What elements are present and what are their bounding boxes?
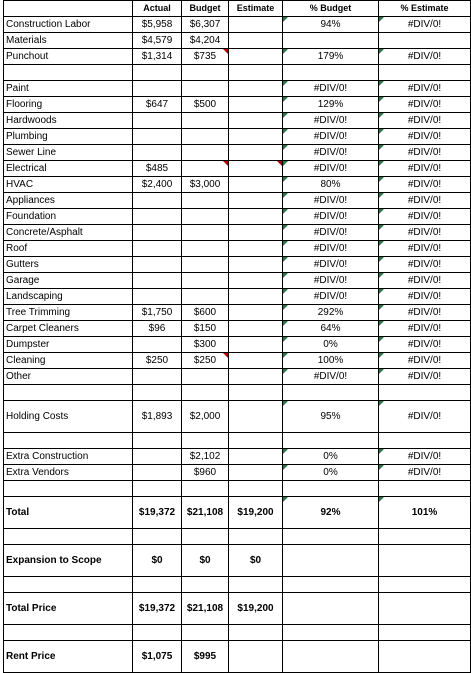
cell-label[interactable]: Hardwoods	[4, 113, 133, 129]
cell-pct-budget[interactable]: #DIV/0!	[283, 81, 379, 97]
cell-budget[interactable]: $600	[182, 305, 229, 321]
cell-actual[interactable]: $647	[133, 97, 182, 113]
blank-cell[interactable]	[133, 433, 182, 449]
cell-pct-budget[interactable]: #DIV/0!	[283, 241, 379, 257]
cell-label[interactable]: Holding Costs	[4, 401, 133, 433]
cell-pct-estimate[interactable]: #DIV/0!	[379, 225, 471, 241]
cell-estimate[interactable]	[229, 113, 283, 129]
cell-pct-budget[interactable]: #DIV/0!	[283, 225, 379, 241]
blank-cell[interactable]	[379, 481, 471, 497]
cell-label[interactable]: Paint	[4, 81, 133, 97]
cell-actual[interactable]	[133, 369, 182, 385]
cell-actual[interactable]: $485	[133, 161, 182, 177]
cell-pct-budget[interactable]: 64%	[283, 321, 379, 337]
cell-budget[interactable]: $500	[182, 97, 229, 113]
cell-pct-budget[interactable]: 92%	[283, 497, 379, 529]
table-row	[4, 113, 471, 129]
cell-budget[interactable]	[182, 161, 229, 177]
cell-pct-budget[interactable]: 0%	[283, 337, 379, 353]
blank-cell[interactable]	[133, 65, 182, 81]
blank-cell[interactable]	[379, 65, 471, 81]
cell-actual[interactable]: $19,372	[133, 593, 182, 625]
table-row	[4, 465, 471, 481]
cell-actual[interactable]: $1,750	[133, 305, 182, 321]
table-row	[4, 161, 471, 177]
cell-pct-estimate[interactable]	[379, 545, 471, 577]
blank-cell[interactable]	[229, 65, 283, 81]
blank-cell[interactable]	[133, 385, 182, 401]
cell-estimate[interactable]	[229, 49, 283, 65]
cell-pct-estimate[interactable]: #DIV/0!	[379, 241, 471, 257]
cell-label[interactable]: Tree Trimming	[4, 305, 133, 321]
header-pct-budget[interactable]: % Budget	[283, 1, 379, 17]
cell-estimate[interactable]	[229, 241, 283, 257]
blank-cell[interactable]	[229, 433, 283, 449]
blank-cell[interactable]	[182, 65, 229, 81]
blank-cell[interactable]	[133, 625, 182, 641]
blank-cell[interactable]	[4, 625, 133, 641]
cell-actual[interactable]	[133, 337, 182, 353]
table-row	[4, 145, 471, 161]
cell-estimate[interactable]	[229, 225, 283, 241]
cell-estimate[interactable]	[229, 17, 283, 33]
cell-label[interactable]: Garage	[4, 273, 133, 289]
cell-pct-estimate[interactable]: #DIV/0!	[379, 145, 471, 161]
cell-estimate[interactable]	[229, 337, 283, 353]
cell-budget[interactable]: $250	[182, 353, 229, 369]
cell-budget[interactable]	[182, 225, 229, 241]
cell-pct-estimate[interactable]: #DIV/0!	[379, 193, 471, 209]
cell-pct-estimate[interactable]: #DIV/0!	[379, 369, 471, 385]
blank-cell[interactable]	[229, 529, 283, 545]
blank-cell[interactable]	[229, 625, 283, 641]
table-row	[4, 401, 471, 433]
header-estimate[interactable]: Estimate	[229, 1, 283, 17]
table-body	[4, 1, 471, 673]
cell-label[interactable]: Sewer Line	[4, 145, 133, 161]
cell-estimate[interactable]	[229, 401, 283, 433]
cell-budget[interactable]: $995	[182, 641, 229, 673]
table-row	[4, 177, 471, 193]
cell-pct-estimate[interactable]: #DIV/0!	[379, 81, 471, 97]
cell-actual[interactable]: $2,400	[133, 177, 182, 193]
cell-estimate[interactable]	[229, 161, 283, 177]
table-row	[4, 545, 471, 577]
cell-pct-budget[interactable]: #DIV/0!	[283, 129, 379, 145]
cell-pct-estimate[interactable]: #DIV/0!	[379, 273, 471, 289]
cell-pct-budget[interactable]: 0%	[283, 449, 379, 465]
cell-pct-budget[interactable]: 292%	[283, 305, 379, 321]
cell-label[interactable]: Rent Price	[4, 641, 133, 673]
blank-cell[interactable]	[283, 385, 379, 401]
cell-pct-budget[interactable]	[283, 593, 379, 625]
cell-budget[interactable]: $735	[182, 49, 229, 65]
cell-estimate[interactable]	[229, 97, 283, 113]
table-row	[4, 17, 471, 33]
cell-budget[interactable]: $960	[182, 465, 229, 481]
blank-cell[interactable]	[133, 481, 182, 497]
blank-cell[interactable]	[4, 577, 133, 593]
blank-cell[interactable]	[4, 65, 133, 81]
cell-pct-estimate[interactable]: #DIV/0!	[379, 161, 471, 177]
cell-estimate[interactable]	[229, 177, 283, 193]
cell-budget[interactable]	[182, 289, 229, 305]
cell-pct-estimate[interactable]: #DIV/0!	[379, 305, 471, 321]
blank-cell[interactable]	[229, 385, 283, 401]
cell-budget[interactable]	[182, 273, 229, 289]
cell-estimate[interactable]	[229, 465, 283, 481]
cell-pct-estimate[interactable]: 101%	[379, 497, 471, 529]
cell-pct-budget[interactable]: #DIV/0!	[283, 209, 379, 225]
blank-cell[interactable]	[283, 529, 379, 545]
blank-cell[interactable]	[283, 577, 379, 593]
cell-budget[interactable]	[182, 257, 229, 273]
cell-actual[interactable]: $19,372	[133, 497, 182, 529]
blank-cell[interactable]	[379, 385, 471, 401]
cell-actual[interactable]	[133, 113, 182, 129]
cell-actual[interactable]	[133, 449, 182, 465]
blank-cell[interactable]	[379, 577, 471, 593]
cell-budget[interactable]: $300	[182, 337, 229, 353]
cell-budget[interactable]	[182, 369, 229, 385]
cell-estimate[interactable]	[229, 641, 283, 673]
cell-budget[interactable]	[182, 193, 229, 209]
cell-label[interactable]: Punchout	[4, 49, 133, 65]
cell-label[interactable]: Dumpster	[4, 337, 133, 353]
table-row	[4, 369, 471, 385]
cell-label[interactable]: HVAC	[4, 177, 133, 193]
cell-label[interactable]: Plumbing	[4, 129, 133, 145]
cell-pct-estimate[interactable]: #DIV/0!	[379, 337, 471, 353]
cell-pct-estimate[interactable]: #DIV/0!	[379, 113, 471, 129]
cell-pct-budget[interactable]: #DIV/0!	[283, 369, 379, 385]
table-row	[4, 641, 471, 673]
cell-label[interactable]: Concrete/Asphalt	[4, 225, 133, 241]
cell-budget[interactable]	[182, 81, 229, 97]
cell-pct-estimate[interactable]: #DIV/0!	[379, 177, 471, 193]
table-row	[4, 33, 471, 49]
table-row	[4, 593, 471, 625]
cell-actual[interactable]	[133, 257, 182, 273]
blank-cell[interactable]	[4, 481, 133, 497]
cell-label[interactable]: Cleaning	[4, 353, 133, 369]
cell-pct-budget[interactable]: #DIV/0!	[283, 273, 379, 289]
cell-budget[interactable]: $21,108	[182, 497, 229, 529]
cell-actual[interactable]	[133, 81, 182, 97]
blank-row	[4, 529, 471, 545]
cell-label[interactable]: Gutters	[4, 257, 133, 273]
cell-pct-estimate[interactable]: #DIV/0!	[379, 353, 471, 369]
cell-pct-estimate[interactable]: #DIV/0!	[379, 257, 471, 273]
blank-cell[interactable]	[182, 433, 229, 449]
cell-budget[interactable]: $2,000	[182, 401, 229, 433]
cell-label[interactable]: Other	[4, 369, 133, 385]
cell-pct-budget[interactable]: #DIV/0!	[283, 145, 379, 161]
cell-estimate[interactable]: $19,200	[229, 497, 283, 529]
cell-pct-estimate[interactable]	[379, 593, 471, 625]
blank-cell[interactable]	[133, 529, 182, 545]
blank-row	[4, 65, 471, 81]
table-row	[4, 49, 471, 65]
cell-estimate[interactable]	[229, 449, 283, 465]
cell-actual[interactable]: $96	[133, 321, 182, 337]
cell-pct-budget[interactable]: #DIV/0!	[283, 161, 379, 177]
cell-estimate[interactable]	[229, 129, 283, 145]
cell-label[interactable]: Flooring	[4, 97, 133, 113]
blank-cell[interactable]	[182, 577, 229, 593]
cell-actual[interactable]	[133, 289, 182, 305]
blank-cell[interactable]	[182, 385, 229, 401]
cell-estimate[interactable]	[229, 193, 283, 209]
blank-cell[interactable]	[182, 625, 229, 641]
cell-pct-budget[interactable]	[283, 33, 379, 49]
table-row	[4, 497, 471, 529]
cell-label[interactable]: Landscaping	[4, 289, 133, 305]
cell-estimate[interactable]: $0	[229, 545, 283, 577]
cell-actual[interactable]: $1,314	[133, 49, 182, 65]
cell-actual[interactable]	[133, 273, 182, 289]
blank-cell[interactable]	[133, 577, 182, 593]
cell-estimate[interactable]	[229, 289, 283, 305]
header-actual[interactable]: Actual	[133, 1, 182, 17]
cell-label[interactable]: Total	[4, 497, 133, 529]
table-row	[4, 97, 471, 113]
cell-budget[interactable]	[182, 209, 229, 225]
blank-cell[interactable]	[283, 65, 379, 81]
cell-budget[interactable]	[182, 145, 229, 161]
cell-actual[interactable]: $4,579	[133, 33, 182, 49]
cell-label[interactable]: Materials	[4, 33, 133, 49]
cell-label[interactable]: Foundation	[4, 209, 133, 225]
table-row	[4, 209, 471, 225]
cell-pct-estimate[interactable]: #DIV/0!	[379, 449, 471, 465]
cell-actual[interactable]	[133, 241, 182, 257]
blank-row	[4, 577, 471, 593]
cell-budget[interactable]: $4,204	[182, 33, 229, 49]
cell-pct-estimate[interactable]: #DIV/0!	[379, 209, 471, 225]
cell-actual[interactable]: $5,958	[133, 17, 182, 33]
table-row	[4, 241, 471, 257]
cell-label[interactable]: Electrical	[4, 161, 133, 177]
cell-estimate[interactable]	[229, 209, 283, 225]
cell-budget[interactable]: $3,000	[182, 177, 229, 193]
blank-row	[4, 625, 471, 641]
cell-budget[interactable]	[182, 241, 229, 257]
cell-actual[interactable]: $0	[133, 545, 182, 577]
cell-pct-estimate[interactable]: #DIV/0!	[379, 97, 471, 113]
cell-actual[interactable]	[133, 129, 182, 145]
table-row	[4, 321, 471, 337]
cell-pct-estimate[interactable]: #DIV/0!	[379, 129, 471, 145]
cell-pct-estimate[interactable]: #DIV/0!	[379, 49, 471, 65]
cell-estimate[interactable]	[229, 273, 283, 289]
cell-actual[interactable]: $1,893	[133, 401, 182, 433]
cell-pct-estimate[interactable]	[379, 641, 471, 673]
blank-cell[interactable]	[4, 433, 133, 449]
cell-label[interactable]: Extra Construction	[4, 449, 133, 465]
cell-estimate[interactable]	[229, 81, 283, 97]
cell-pct-budget[interactable]: 80%	[283, 177, 379, 193]
cell-estimate[interactable]	[229, 353, 283, 369]
cell-pct-budget[interactable]: 129%	[283, 97, 379, 113]
cell-estimate[interactable]	[229, 369, 283, 385]
blank-cell[interactable]	[379, 529, 471, 545]
cell-budget[interactable]: $150	[182, 321, 229, 337]
cell-budget[interactable]: $2,102	[182, 449, 229, 465]
table-row	[4, 129, 471, 145]
table-row	[4, 81, 471, 97]
cell-pct-budget[interactable]: 95%	[283, 401, 379, 433]
blank-row	[4, 433, 471, 449]
cell-pct-budget[interactable]: 0%	[283, 465, 379, 481]
cell-pct-budget[interactable]: 179%	[283, 49, 379, 65]
cell-budget[interactable]: $21,108	[182, 593, 229, 625]
cell-estimate[interactable]	[229, 305, 283, 321]
cell-budget[interactable]: $6,307	[182, 17, 229, 33]
cell-pct-estimate[interactable]: #DIV/0!	[379, 17, 471, 33]
cell-label[interactable]: Extra Vendors	[4, 465, 133, 481]
header-pct-estimate[interactable]: % Estimate	[379, 1, 471, 17]
blank-cell[interactable]	[229, 577, 283, 593]
blank-cell[interactable]	[182, 481, 229, 497]
cell-pct-estimate[interactable]: #DIV/0!	[379, 465, 471, 481]
table-row	[4, 337, 471, 353]
cell-actual[interactable]	[133, 209, 182, 225]
cell-estimate[interactable]	[229, 321, 283, 337]
cell-actual[interactable]	[133, 145, 182, 161]
cell-actual[interactable]: $250	[133, 353, 182, 369]
cell-estimate[interactable]: $19,200	[229, 593, 283, 625]
table-row	[4, 305, 471, 321]
table-row	[4, 449, 471, 465]
blank-cell[interactable]	[229, 481, 283, 497]
cell-actual[interactable]	[133, 225, 182, 241]
cell-label[interactable]: Carpet Cleaners	[4, 321, 133, 337]
cell-pct-budget[interactable]: 100%	[283, 353, 379, 369]
blank-cell[interactable]	[182, 529, 229, 545]
header-label[interactable]	[4, 1, 133, 17]
blank-row	[4, 385, 471, 401]
blank-cell[interactable]	[4, 529, 133, 545]
cell-estimate[interactable]	[229, 145, 283, 161]
cell-estimate[interactable]	[229, 33, 283, 49]
blank-row	[4, 481, 471, 497]
cell-pct-estimate[interactable]	[379, 33, 471, 49]
cell-pct-budget[interactable]: 94%	[283, 17, 379, 33]
cell-pct-budget[interactable]: #DIV/0!	[283, 193, 379, 209]
cell-budget[interactable]: $0	[182, 545, 229, 577]
cell-pct-budget[interactable]	[283, 641, 379, 673]
cell-pct-estimate[interactable]: #DIV/0!	[379, 289, 471, 305]
cell-actual[interactable]	[133, 193, 182, 209]
header-row	[4, 1, 471, 17]
cell-pct-budget[interactable]	[283, 545, 379, 577]
cell-pct-budget[interactable]: #DIV/0!	[283, 257, 379, 273]
cell-label[interactable]: Expansion to Scope	[4, 545, 133, 577]
cell-label[interactable]: Appliances	[4, 193, 133, 209]
cell-budget[interactable]	[182, 113, 229, 129]
cell-actual[interactable]: $1,075	[133, 641, 182, 673]
table-row	[4, 257, 471, 273]
cell-pct-estimate[interactable]: #DIV/0!	[379, 401, 471, 433]
cell-estimate[interactable]	[229, 257, 283, 273]
cell-pct-estimate[interactable]: #DIV/0!	[379, 321, 471, 337]
blank-cell[interactable]	[4, 385, 133, 401]
cell-pct-budget[interactable]: #DIV/0!	[283, 289, 379, 305]
table-row	[4, 273, 471, 289]
table-row	[4, 353, 471, 369]
blank-cell[interactable]	[283, 433, 379, 449]
cell-actual[interactable]	[133, 465, 182, 481]
cell-label[interactable]: Construction Labor	[4, 17, 133, 33]
cell-label[interactable]: Roof	[4, 241, 133, 257]
blank-cell[interactable]	[283, 481, 379, 497]
cell-budget[interactable]	[182, 129, 229, 145]
table-row	[4, 193, 471, 209]
header-budget[interactable]: Budget	[182, 1, 229, 17]
budget-table	[3, 0, 471, 673]
cell-pct-budget[interactable]: #DIV/0!	[283, 113, 379, 129]
cell-label[interactable]: Total Price	[4, 593, 133, 625]
table-row	[4, 289, 471, 305]
blank-cell[interactable]	[283, 625, 379, 641]
blank-cell[interactable]	[379, 625, 471, 641]
blank-cell[interactable]	[379, 433, 471, 449]
table-row	[4, 225, 471, 241]
